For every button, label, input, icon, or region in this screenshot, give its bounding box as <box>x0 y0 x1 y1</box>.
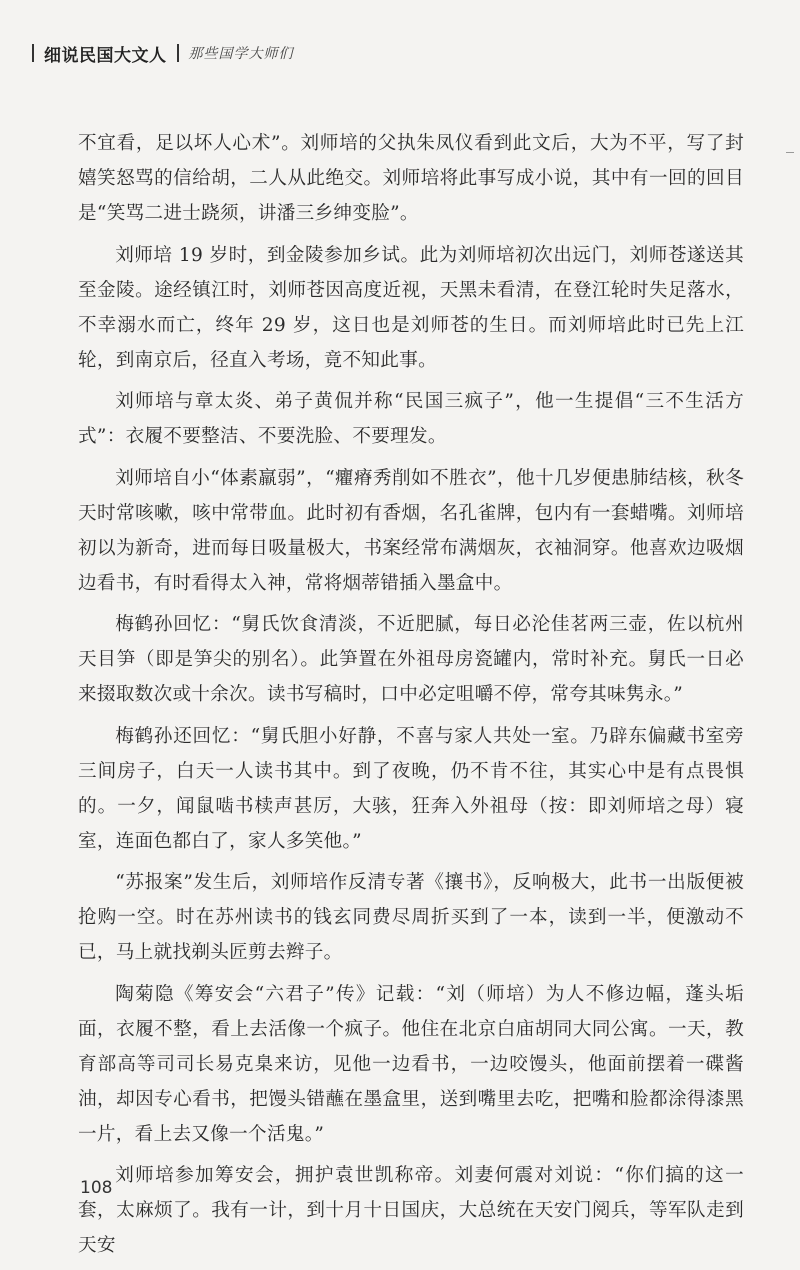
paragraph-continued: 不宜看，足以坏人心术”。刘师培的父执朱凤仪看到此文后，大为不平，写了封嬉笑怒骂的信给胡，二人从此绝交。刘师培将此事写成小说，其中有一回的回目是“笑骂二进士跷须，讲潘三乡绅变脸”。 <box>78 133 744 224</box>
paragraph: 刘师培自小“体素羸弱”，“癯瘠秀削如不胜衣”，他十几岁便患肺结核，秋冬天时常咳嗽，咳中常带血。此时初有香烟，名孔雀牌，包内有一套蜡嘴。刘师培初以为新奇，进而每日吸量极大，书案经常布满烟灰，衣袖洞穿。他喜欢边吸烟边看书，有时看得太入神，常将烟蒂错插入墨盒中。 <box>78 467 744 594</box>
paragraph: “苏报案”发生后，刘师培作反清专著《攘书》，反响极大，此书一出版便被抢购一空。时在苏州读书的钱玄同费尽周折买到了一本，读到一半，便激动不已，马上就找剃头匠剪去辫子。 <box>78 872 744 963</box>
edge-mark <box>786 152 794 153</box>
paragraph: 刘师培参加筹安会，拥护袁世凯称帝。刘妻何震对刘说：“你们搞的这一套，太麻烦了。我有一计，到十月十日国庆，大总统在天安门阅兵，等军队走到天安 <box>78 1165 744 1256</box>
book-title: 细说民国大文人 <box>44 45 167 66</box>
running-header <box>32 40 294 66</box>
paragraph: 陶菊隐《筹安会“六君子”传》记载：“刘（师培）为人不修边幅，蓬头垢面，衣履不整，看上去活像一个疯子。他住在北京白庙胡同大同公寓。一天，教育部高等司司长易克臬来访，见他一边看书，一边咬馒头，他面前摆着一碟酱油，却因专心看书，把馒头错蘸在墨盒里，送到嘴里去吃，把嘴和脸都涂得漆黑一片，看上去又像一个活鬼。” <box>78 983 744 1145</box>
paragraph: 刘师培 19 岁时，到金陵参加乡试。此为刘师培初次出远门，刘师苍遂送其至金陵。途经镇江时，刘师苍因高度近视，天黑未看清，在登江轮时失足落水，不幸溺水而亡，终年 29 岁，这日也是刘师苍的生日。而刘师培此时已先上江轮，到南京后，径直入考场，竟不知此事。 <box>78 244 744 371</box>
paragraph: 梅鹤孙还回忆：“舅氏胆小好静，不喜与家人共处一室。乃辟东偏藏书室旁三间房子，白天一人读书其中。到了夜晚，仍不肯不往，其实心中是有点畏惧的。一夕，闻鼠啮书椟声甚厉，大骇，狂奔入外祖母（按：即刘师培之母）寝室，连面色都白了，家人多笑他。” <box>78 725 744 852</box>
page-number: 108 <box>80 1178 113 1198</box>
chapter-subtitle: 那些国学大师们 <box>188 46 294 62</box>
header-left-bar <box>32 44 34 62</box>
page-body <box>78 126 744 1270</box>
header-divider <box>177 44 179 62</box>
paragraph: 梅鹤孙回忆：“舅氏饮食清淡，不近肥腻，每日必沦佳茗两三壶，佐以杭州天目笋（即是笋尖的别名）。此笋置在外祖母房瓷罐内，常时补充。舅氏一日必来掇取数次或十余次。读书写稿时，口中必定咀嚼不停，常夸其味隽永。” <box>78 614 744 705</box>
paragraph: 刘师培与章太炎、弟子黄侃并称“民国三疯子”，他一生提倡“三不生活方式”：衣履不要整洁、不要洗脸、不要理发。 <box>78 391 744 447</box>
